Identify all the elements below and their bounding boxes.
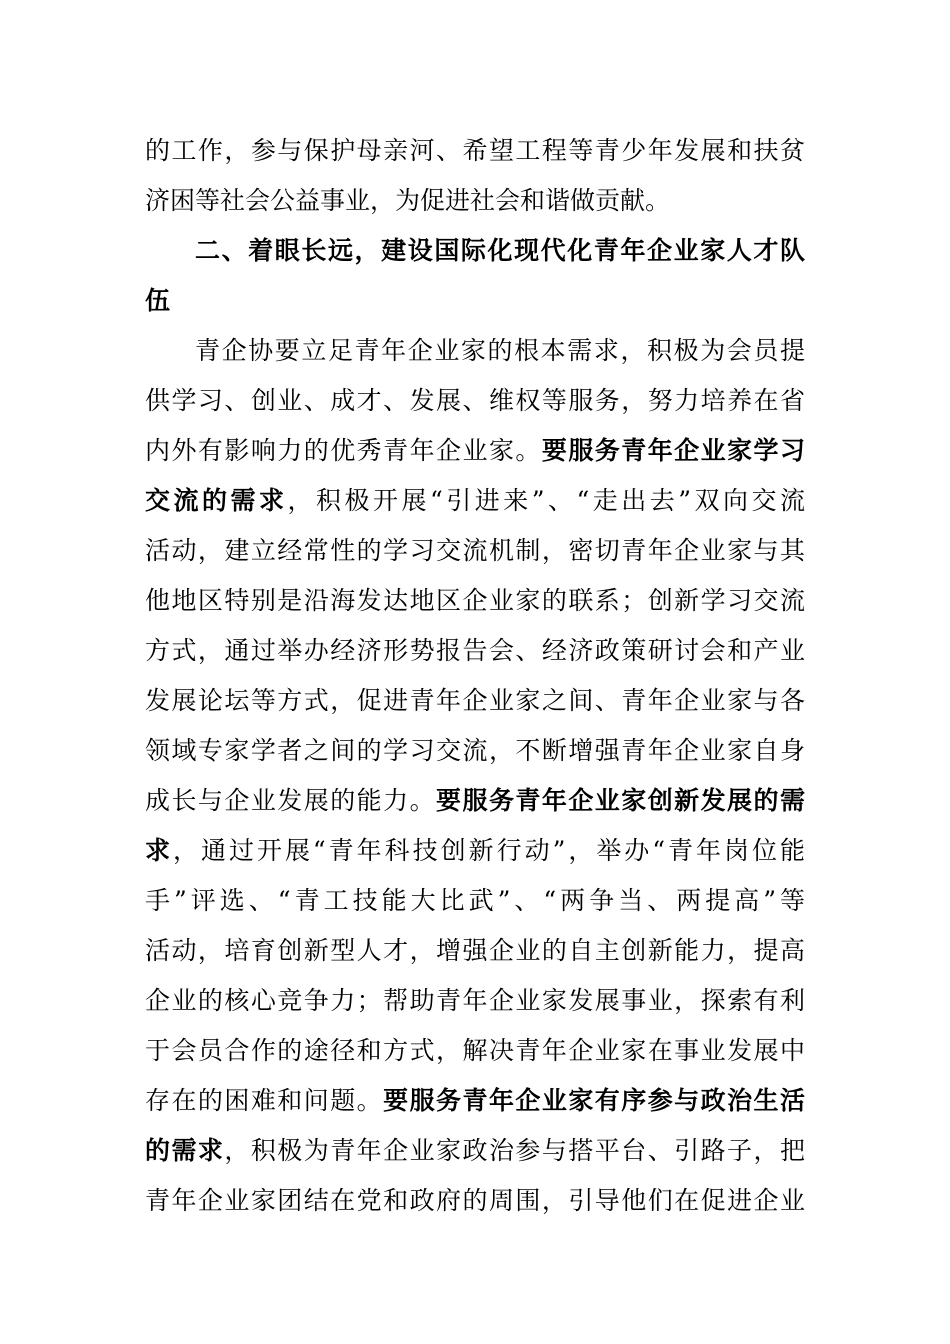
emphasis-text: 要服务青年企业家学习 xyxy=(541,436,805,465)
heading-text: 伍 xyxy=(145,286,171,315)
text-line xyxy=(145,781,805,821)
text-line xyxy=(145,1081,805,1121)
text-line xyxy=(145,1181,805,1221)
text-line xyxy=(145,731,805,771)
emphasis-text: 交流的需求 xyxy=(145,486,288,515)
text-run: 成长与企业发展的能力。 xyxy=(145,786,437,815)
text-run: 活动，培育创新型人才，增强企业的自主创新能力，提高 xyxy=(145,936,805,965)
text-line xyxy=(145,831,805,871)
section-heading xyxy=(195,231,805,271)
text-run: 手”评选、“青工技能大比武”、“两争当、两提高”等 xyxy=(145,886,805,915)
text-run: 于会员合作的途径和方式，解决青年企业家在事业发展中 xyxy=(145,1036,805,1065)
text-run: ，积极为青年企业家政治参与搭平台、引路子，把 xyxy=(224,1136,805,1165)
text-run: 存在的困难和问题。 xyxy=(145,1086,384,1115)
text-run: 活动，建立经常性的学习交流机制，密切青年企业家与其 xyxy=(145,536,805,565)
text-line xyxy=(145,681,805,721)
text-run: 的工作，参与保护母亲河、希望工程等青少年发展和扶贫 xyxy=(145,136,805,165)
text-run: 企业的核心竞争力；帮助青年企业家发展事业，探索有利 xyxy=(145,986,805,1015)
text-run: ，通过开展“青年科技创新行动”，举办“青年岗位能 xyxy=(173,836,805,865)
text-run: 青年企业家团结在党和政府的周围，引导他们在促进企业 xyxy=(145,1186,805,1215)
text-run: 青企协要立足青年企业家的根本需求，积极为会员提 xyxy=(195,336,805,365)
text-line xyxy=(145,881,805,921)
text-run: ，积极开展“引进来”、“走出去”双向交流 xyxy=(287,486,805,515)
section-heading-continued xyxy=(145,281,805,321)
heading-text: 二、着眼长远，建设国际化现代化青年企业家人才队 xyxy=(195,236,805,265)
text-line xyxy=(145,381,805,421)
emphasis-text: 要服务青年企业家有序参与政治生活 xyxy=(383,1086,805,1115)
text-line xyxy=(145,431,805,471)
text-line xyxy=(195,331,805,371)
text-line xyxy=(145,981,805,1021)
text-line xyxy=(145,631,805,671)
text-run: 他地区特别是沿海发达地区企业家的联系；创新学习交流 xyxy=(145,586,805,615)
text-run: 领域专家学者之间的学习交流，不断增强青年企业家自身 xyxy=(145,736,805,765)
text-line xyxy=(145,931,805,971)
text-line xyxy=(145,181,805,221)
text-line xyxy=(145,1031,805,1071)
text-run: 发展论坛等方式，促进青年企业家之间、青年企业家与各 xyxy=(145,686,805,715)
text-line xyxy=(145,531,805,571)
text-run: 济困等社会公益事业，为促进社会和谐做贡献。 xyxy=(145,186,671,215)
text-run: 内外有影响力的优秀青年企业家。 xyxy=(145,436,542,465)
text-line xyxy=(145,581,805,621)
emphasis-text: 的需求 xyxy=(145,1136,225,1165)
text-line xyxy=(145,131,805,171)
text-line xyxy=(145,481,805,521)
text-run: 供学习、创业、成才、发展、维权等服务，努力培养在省 xyxy=(145,386,805,415)
text-run: 方式，通过举办经济形势报告会、经济政策研讨会和产业 xyxy=(145,636,805,665)
emphasis-text: 要服务青年企业家创新发展的需 xyxy=(436,786,805,815)
emphasis-text: 求 xyxy=(145,836,173,865)
text-line xyxy=(145,1131,805,1171)
